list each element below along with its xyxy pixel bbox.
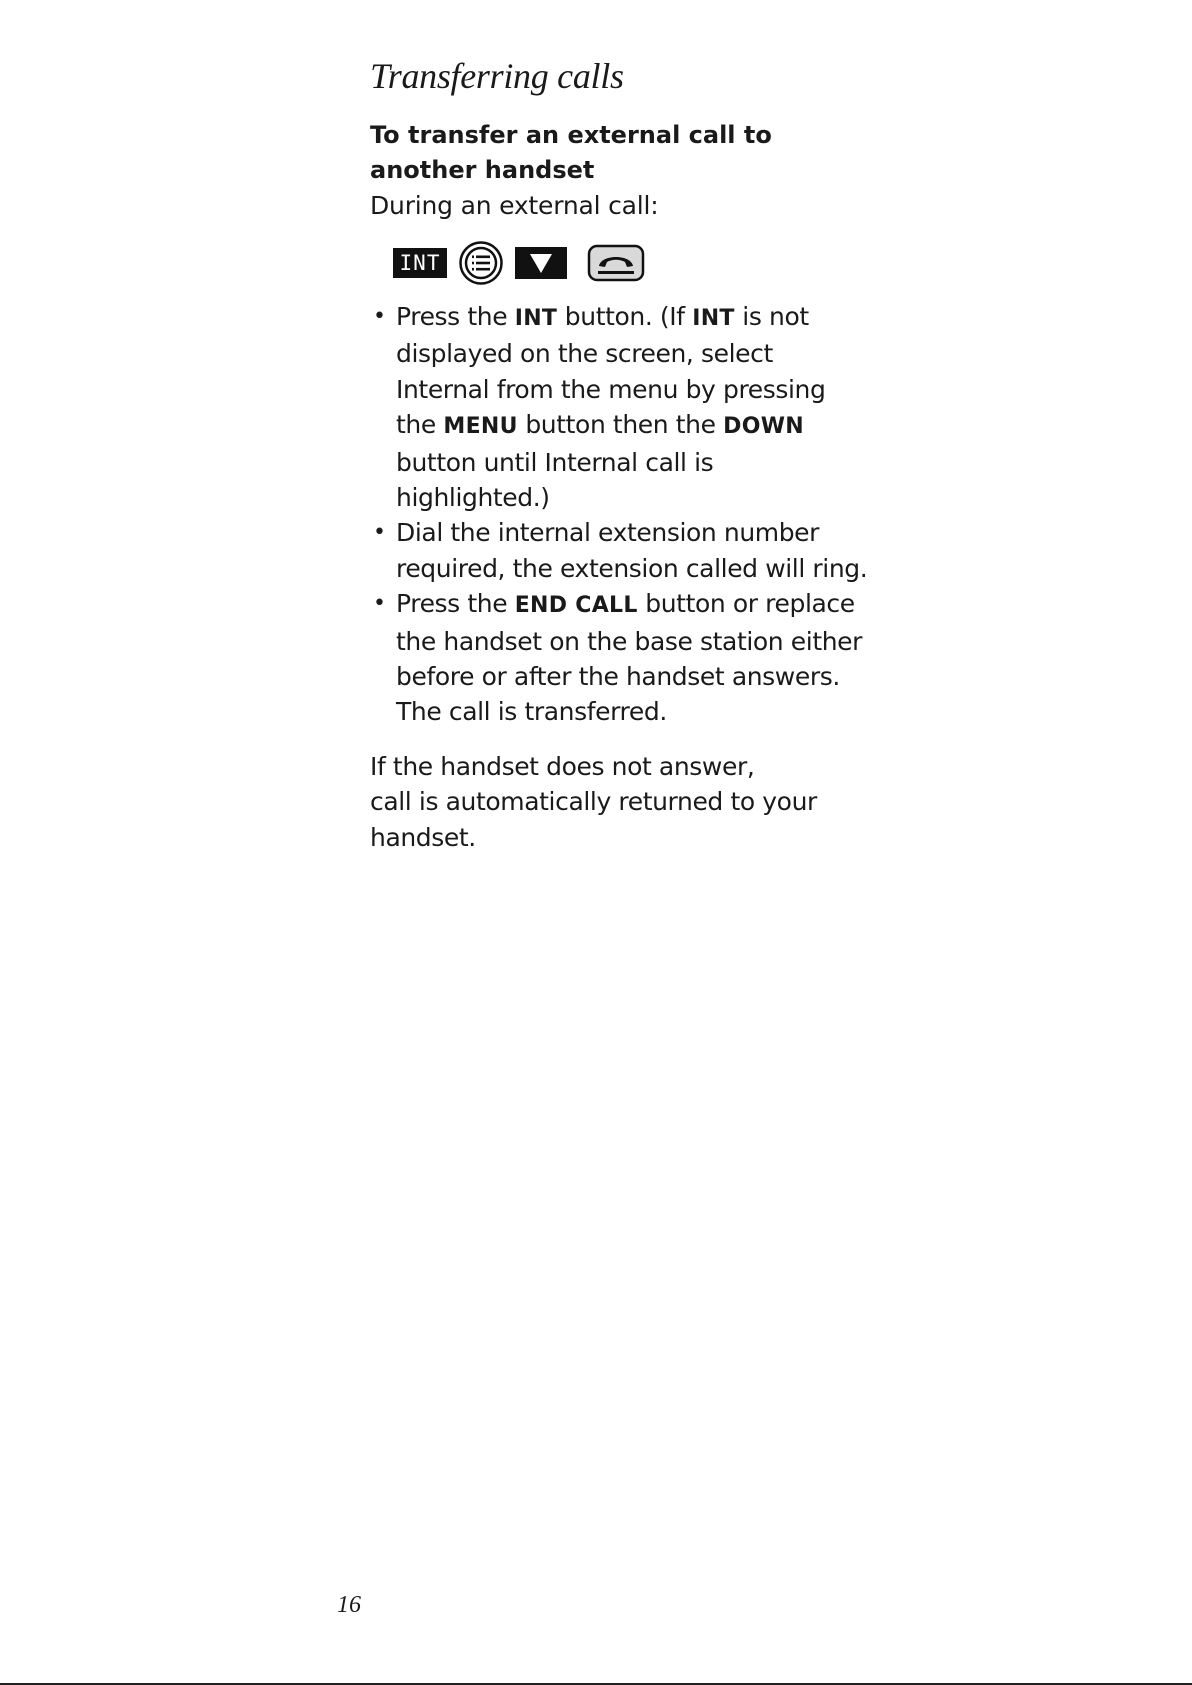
bullet-icon: • — [373, 304, 386, 329]
step-text: Dial the internal extension number required, the extension called will ring. — [396, 518, 868, 583]
intro-text: During an external call: — [370, 191, 659, 220]
note-line-1: If the handset does not answer, — [370, 751, 755, 781]
list-item — [370, 586, 870, 730]
int-keyword: INT — [692, 306, 735, 331]
step-text: button then the — [517, 410, 724, 440]
end-call-keyword: END CALL — [514, 593, 638, 619]
bullet-icon: • — [373, 591, 386, 617]
step-text: is not displayed on the screen, select Internal from the menu by pressing the — [396, 302, 826, 440]
page-title: Transferring calls — [370, 56, 624, 96]
subheading-line-2: another handset — [370, 156, 595, 184]
down-keyword: DOWN — [723, 414, 804, 440]
note-paragraph — [370, 749, 870, 856]
subheading-line-1: To transfer an external call to — [370, 121, 772, 149]
down-key-icon — [515, 247, 567, 279]
list-item — [370, 299, 870, 515]
step-text: button or replace the handset on the base station either before or after the handset answers. The call is transferred. — [396, 589, 863, 727]
end-call-key-icon — [587, 244, 645, 282]
instruction-list — [370, 299, 870, 730]
note-line-3: handset. — [370, 822, 476, 852]
bullet-icon: • — [373, 520, 386, 546]
list-item — [370, 515, 870, 586]
step-text: Press the — [396, 302, 515, 331]
menu-keyword: MENU — [443, 414, 518, 440]
key-sequence — [393, 238, 870, 288]
step-text: Press the — [396, 589, 515, 619]
step-text: button until Internal call is highlighted.) — [396, 447, 714, 513]
note-line-2: call is automatically returned to your — [370, 787, 817, 817]
content-column — [370, 52, 870, 855]
page-number: 16 — [337, 1592, 361, 1618]
menu-key-icon — [459, 241, 503, 285]
int-keyword: INT — [514, 306, 558, 331]
step-text: button. (If — [557, 302, 693, 331]
int-key-icon: INT — [393, 248, 447, 278]
section-subheading — [370, 118, 870, 188]
